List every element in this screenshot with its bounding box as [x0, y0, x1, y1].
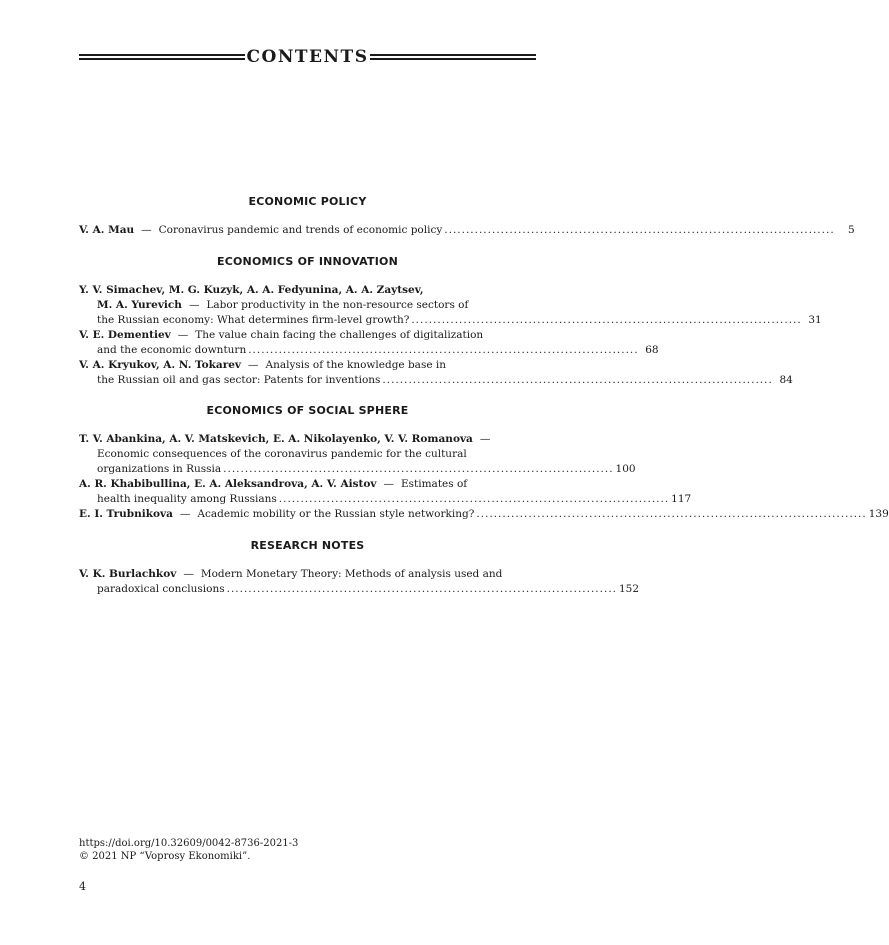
footer [79, 837, 298, 863]
entry-page: 139 [868, 508, 889, 520]
toc-entry[interactable]: A. R. Khabibullina, E. A. Aleksandrova, A. V. Aistov — Estimates of health inequality among Russians .......................................................................................... 117 [79, 477, 536, 507]
entry-title: paradoxical conclusions [97, 583, 225, 596]
entry-authors: A. R. Khabibullina, E. A. Aleksandrova, A. V. Aistov [79, 478, 377, 490]
leader-dots: .......................................................................................... [476, 508, 867, 520]
leader-dots: .......................................................................................... [382, 374, 773, 387]
entry-title: The value chain facing the challenges of digitalization [195, 329, 484, 341]
entry-title: Economic consequences of the coronavirus pandemic for the cultural [97, 448, 467, 461]
page-number: 4 [79, 880, 86, 893]
entry-page: 100 [615, 463, 636, 476]
entry-title: and the economic downturn [97, 344, 247, 357]
entry-authors: E. I. Trubnikova [79, 508, 173, 520]
entry-authors: V. A. Mau [79, 224, 135, 236]
copyright-notice: © 2021 NP “Voprosy Ekonomiki”. [79, 851, 251, 862]
entry-page: 152 [619, 583, 640, 596]
entry-authors: Y. V. Simachev, M. G. Kuzyk, A. A. Fedyunina, A. A. Zaytsev, [79, 284, 424, 296]
entry-title: health inequality among Russians [97, 493, 277, 506]
section-heading: ECONOMIC POLICY [248, 195, 367, 208]
leader-dots: .......................................................................................... [223, 463, 614, 476]
leader-dots: .......................................................................................... [444, 224, 835, 236]
leader-dots: .......................................................................................... [278, 493, 670, 506]
doi-link[interactable]: https://doi.org/10.32609/0042-8736-2021-3 [79, 838, 299, 849]
entry-title: Modern Monetary Theory: Methods of analysis used and [200, 568, 503, 580]
entry-title: Academic mobility or the Russian style networking? [197, 508, 475, 520]
entry-authors: T. V. Abankina, A. V. Matskevich, E. A. Nikolayenko, V. V. Romanova [79, 433, 473, 445]
leader-dots: .......................................................................................... [411, 314, 802, 327]
toc-entry[interactable]: V. A. Mau — Coronavirus pandemic and trends of economic policy .......................................................................................... 5 [79, 223, 536, 238]
entry-title: Labor productivity in the non-resource sectors of [206, 299, 469, 312]
entry-title: the Russian oil and gas sector: Patents for inventions [97, 374, 381, 387]
section-heading: ECONOMICS OF INNOVATION [217, 255, 398, 268]
toc-entry[interactable]: V. K. Burlachkov — Modern Monetary Theory: Methods of analysis used and paradoxical conclusions .......................................................................................... 152 [79, 567, 536, 597]
section-heading: ECONOMICS OF SOCIAL SPHERE [206, 404, 409, 417]
entry-title: the Russian economy: What determines firm-level growth? [97, 314, 410, 327]
toc-entry[interactable]: T. V. Abankina, A. V. Matskevich, E. A. Nikolayenko, V. V. Romanova — Economic consequences of the coronavirus pandemic for the cultural organizations in Russia .......................................................................................... 100 [79, 432, 536, 478]
leader-dots: .......................................................................................... [248, 344, 639, 357]
entry-title: Coronavirus pandemic and trends of economic policy [158, 224, 443, 236]
entry-authors: M. A. Yurevich [97, 299, 182, 312]
toc-entry[interactable]: V. A. Kryukov, A. N. Tokarev — Analysis of the knowledge base in the Russian oil and gas sector: Patents for inventions .......................................................................................... 84 [79, 358, 536, 388]
entry-authors: V. K. Burlachkov [79, 568, 177, 580]
page-title: CONTENTS [246, 47, 369, 67]
entry-page: 117 [671, 493, 692, 506]
entry-page: 5 [847, 224, 855, 236]
header-rule-right [370, 54, 536, 60]
entry-page: 68 [645, 344, 659, 357]
leader-dots: .......................................................................................... [226, 583, 617, 596]
entry-page: 31 [808, 314, 822, 327]
toc-entry[interactable]: V. E. Dementiev — The value chain facing the challenges of digitalization and the economic downturn .......................................................................................... 68 [79, 328, 536, 358]
toc-entry[interactable]: E. I. Trubnikova — Academic mobility or the Russian style networking? .......................................................................................... 139 [79, 507, 536, 522]
toc-entry[interactable]: Y. V. Simachev, M. G. Kuzyk, A. A. Fedyunina, A. A. Zaytsev, M. A. Yurevich — Labor productivity in the non-resource sectors of the Russian economy: What determines firm-level growth? .......................................................................................... 31 [79, 283, 536, 329]
entry-title: Analysis of the knowledge base in [265, 359, 447, 371]
entry-title: Estimates of [400, 478, 468, 490]
entry-page: 84 [779, 374, 793, 387]
entry-title: organizations in Russia [97, 463, 222, 476]
entry-authors: V. A. Kryukov, A. N. Tokarev [79, 359, 242, 371]
section-heading: RESEARCH NOTES [250, 539, 365, 552]
entry-authors: V. E. Dementiev [79, 329, 171, 341]
contents-header [79, 46, 536, 72]
